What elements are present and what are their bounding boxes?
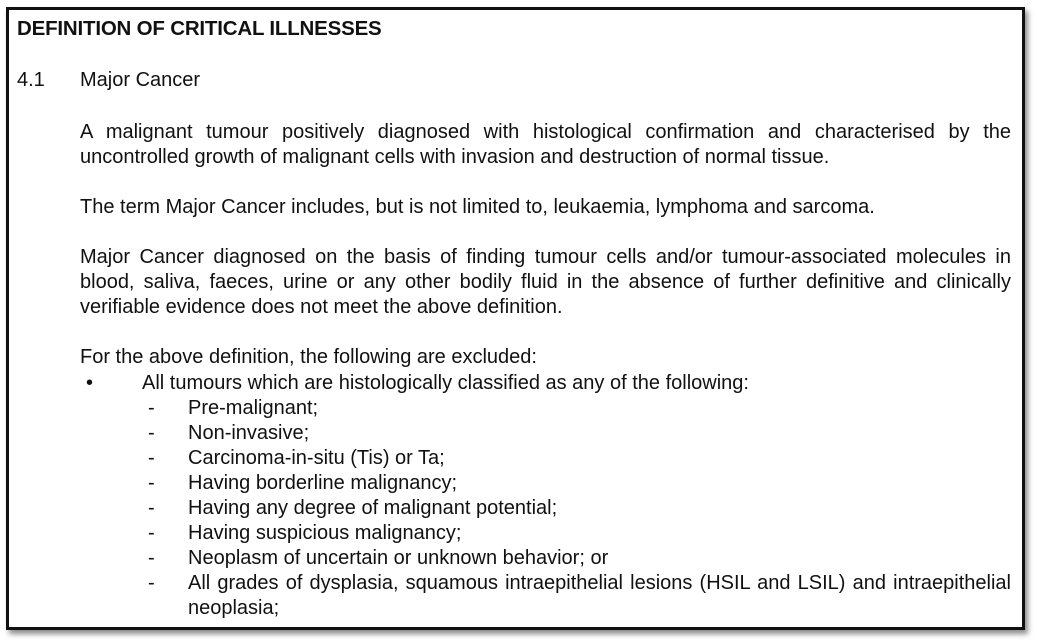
list-item-text: Having any degree of malignant potential; [188, 497, 558, 519]
dash-icon: - [148, 572, 155, 594]
dash-icon: - [148, 497, 155, 519]
list-item [148, 546, 1011, 571]
exclusion-dash-list [148, 396, 1011, 621]
dash-icon: - [148, 397, 155, 419]
dash-icon: - [148, 522, 155, 544]
dash-icon: - [148, 547, 155, 569]
list-item [148, 446, 1011, 471]
list-item-text: Pre-malignant; [188, 397, 319, 419]
list-item [148, 496, 1011, 521]
document-frame [6, 7, 1025, 630]
dash-icon: - [148, 472, 155, 494]
section-number: 4.1 [17, 69, 45, 91]
paragraph-exclusions-intro: For the above definition, the following are excluded: [80, 346, 537, 368]
bullet-icon: • [86, 372, 94, 394]
dash-icon: - [148, 447, 155, 469]
list-item [148, 521, 1011, 546]
paragraph-definition: A malignant tumour positively diagnosed with histological confirmation and characterised by the uncontrolled growth of malignant cells with invasion and destruction of normal tissue. [80, 121, 1011, 168]
paragraph-includes: The term Major Cancer includes, but is not limited to, leukaemia, lymphoma and sarcoma. [80, 196, 875, 218]
list-item [148, 421, 1011, 446]
section-heading: Major Cancer [80, 69, 201, 91]
list-item [148, 471, 1011, 496]
document-title: DEFINITION OF CRITICAL ILLNESSES [17, 17, 382, 40]
list-item [148, 396, 1011, 421]
list-item-text: All grades of dysplasia, squamous intraepithelial lesions (HSIL and LSIL) and intraepithelial neoplasia; [188, 572, 1011, 619]
list-item-text: Having suspicious malignancy; [188, 522, 462, 544]
list-item-text: Carcinoma-in-situ (Tis) or Ta; [188, 447, 445, 469]
bullet-item-text: All tumours which are histologically classified as any of the following: [142, 372, 749, 394]
list-item-text: Having borderline malignancy; [188, 472, 458, 494]
paragraph-detection-basis: Major Cancer diagnosed on the basis of finding tumour cells and/or tumour-associated molecules in blood, saliva, faeces, urine or any other bodily fluid in the absence of further definitive and clinically verifiable evidence does not meet the above definition. [80, 246, 1011, 318]
list-item-text: Non-invasive; [188, 422, 310, 444]
list-item-text: Neoplasm of uncertain or unknown behavior; or [188, 547, 609, 569]
list-item [148, 571, 1011, 621]
dash-icon: - [148, 422, 155, 444]
